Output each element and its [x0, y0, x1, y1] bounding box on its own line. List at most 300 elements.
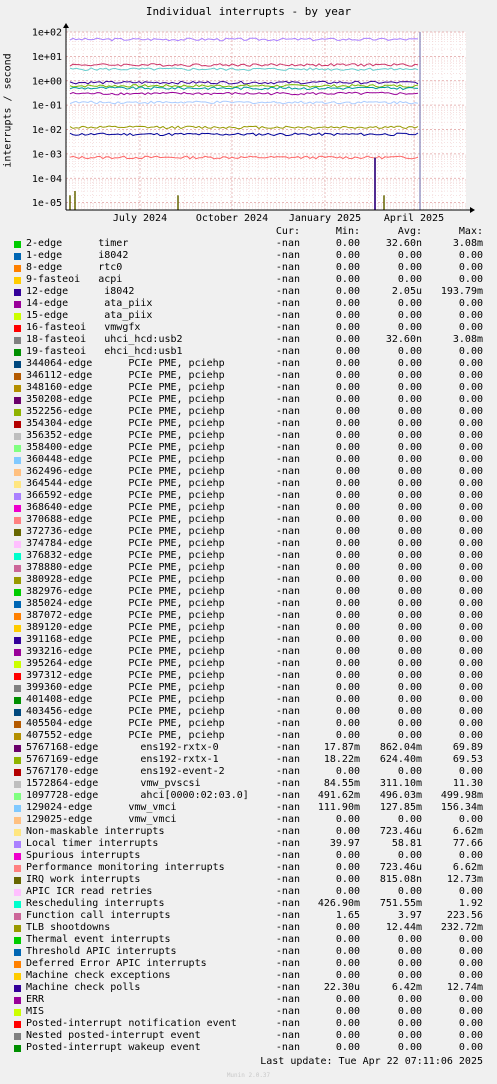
legend-max: 0.00 — [458, 310, 483, 321]
legend-avg: 32.60n — [385, 238, 422, 249]
legend-swatch — [14, 253, 21, 260]
legend-swatch — [14, 505, 21, 512]
legend-max: 0.00 — [458, 1030, 483, 1041]
legend-cur: -nan — [275, 766, 300, 777]
legend-label: Rescheduling interrupts — [26, 898, 165, 909]
legend-avg: 0.00 — [397, 430, 422, 441]
legend-label: 350208-edge PCIe PME, pciehp — [26, 394, 225, 405]
legend-avg: 723.46u — [379, 826, 422, 837]
legend-max: 3.08m — [452, 238, 483, 249]
legend-swatch — [14, 661, 21, 668]
legend-row — [0, 850, 497, 862]
legend-max: 0.00 — [458, 1006, 483, 1017]
legend-label: 1572864-edge vmw_pvscsi — [26, 778, 201, 789]
legend-row — [0, 346, 497, 358]
legend-swatch — [14, 385, 21, 392]
legend-row — [0, 430, 497, 442]
legend-max: 0.00 — [458, 850, 483, 861]
legend-swatch — [14, 1033, 21, 1040]
legend-swatch — [14, 745, 21, 752]
legend-avg: 127.85m — [379, 802, 422, 813]
legend-cur: -nan — [275, 466, 300, 477]
legend-min: 0.00 — [335, 310, 360, 321]
legend-row — [0, 706, 497, 718]
legend-min: 22.30u — [323, 982, 360, 993]
legend-row — [0, 1018, 497, 1030]
legend-max: 0.00 — [458, 886, 483, 897]
legend-label: TLB shootdowns — [26, 922, 111, 933]
legend-row — [0, 958, 497, 970]
legend-label: 376832-edge PCIe PME, pciehp — [26, 550, 225, 561]
legend-min: 0.00 — [335, 586, 360, 597]
legend-max: 0.00 — [458, 934, 483, 945]
legend-max: 0.00 — [458, 598, 483, 609]
legend-avg: 0.00 — [397, 814, 422, 825]
legend-row — [0, 946, 497, 958]
legend-min: 0.00 — [335, 766, 360, 777]
legend-cur: -nan — [275, 910, 300, 921]
legend-label: 129024-edge vmw_vmci — [26, 802, 177, 813]
legend-swatch — [14, 1021, 21, 1028]
legend-avg: 0.00 — [397, 478, 422, 489]
legend-label: Spurious interrupts — [26, 850, 141, 861]
legend-swatch — [14, 709, 21, 716]
legend-max: 6.62m — [452, 862, 483, 873]
legend-label: 14-edge ata_piix — [26, 298, 153, 309]
legend-swatch — [14, 409, 21, 416]
legend-min: 0.00 — [335, 1018, 360, 1029]
legend-row — [0, 886, 497, 898]
legend-cur: -nan — [275, 406, 300, 417]
legend-min: 39.97 — [329, 838, 360, 849]
legend-label: IRQ work interrupts — [26, 874, 141, 885]
y-tick-label: 1e-01 — [31, 100, 62, 112]
legend-min: 0.00 — [335, 946, 360, 957]
legend-avg: 0.00 — [397, 490, 422, 501]
legend-label: 2-edge timer — [26, 238, 129, 249]
legend-max: 0.00 — [458, 322, 483, 333]
legend-cur: -nan — [275, 658, 300, 669]
legend-row — [0, 802, 497, 814]
legend-min: 0.00 — [335, 526, 360, 537]
legend-max: 0.00 — [458, 358, 483, 369]
legend-label: 393216-edge PCIe PME, pciehp — [26, 646, 225, 657]
legend-cur: -nan — [275, 634, 300, 645]
legend-label: 360448-edge PCIe PME, pciehp — [26, 454, 225, 465]
legend-min: 0.00 — [335, 550, 360, 561]
y-tick-label: 1e-04 — [31, 173, 62, 185]
legend-min: 0.00 — [335, 730, 360, 741]
legend-swatch — [14, 793, 21, 800]
legend-max: 193.79m — [440, 286, 483, 297]
y-tick-label: 1e-02 — [31, 125, 62, 137]
legend-row — [0, 538, 497, 550]
legend-max: 0.00 — [458, 706, 483, 717]
legend-min: 0.00 — [335, 478, 360, 489]
legend-max: 0.00 — [458, 814, 483, 825]
header-min: Min: — [335, 226, 360, 237]
legend-avg: 751.55m — [379, 898, 422, 909]
legend-min: 0.00 — [335, 406, 360, 417]
legend-avg: 0.00 — [397, 562, 422, 573]
legend-avg: 0.00 — [397, 442, 422, 453]
legend-max: 0.00 — [458, 562, 483, 573]
legend-min: 0.00 — [335, 922, 360, 933]
legend-min: 0.00 — [335, 994, 360, 1005]
legend-row — [0, 1042, 497, 1054]
legend-label: Local timer interrupts — [26, 838, 159, 849]
legend-row — [0, 814, 497, 826]
legend-row — [0, 418, 497, 430]
legend-cur: -nan — [275, 778, 300, 789]
legend-swatch — [14, 769, 21, 776]
legend-max: 0.00 — [458, 250, 483, 261]
legend-min: 0.00 — [335, 622, 360, 633]
legend-row — [0, 490, 497, 502]
legend-max: 77.66 — [452, 838, 483, 849]
legend-max: 0.00 — [458, 262, 483, 273]
legend-label: MIS — [26, 1006, 45, 1017]
legend-avg: 0.00 — [397, 322, 422, 333]
legend-swatch — [14, 265, 21, 272]
legend-row — [0, 634, 497, 646]
legend-row — [0, 646, 497, 658]
legend-max: 0.00 — [458, 466, 483, 477]
legend-label: 5767169-edge ens192-rxtx-1 — [26, 754, 219, 765]
legend-row — [0, 442, 497, 454]
legend-label: 352256-edge PCIe PME, pciehp — [26, 406, 225, 417]
legend-min: 0.00 — [335, 850, 360, 861]
legend-label: 397312-edge PCIe PME, pciehp — [26, 670, 225, 681]
legend-min: 0.00 — [335, 562, 360, 573]
legend-row — [0, 610, 497, 622]
x-tick-label: July 2024 — [112, 213, 168, 224]
legend-swatch — [14, 973, 21, 980]
legend-min: 0.00 — [335, 958, 360, 969]
legend-row — [0, 382, 497, 394]
legend-swatch — [14, 685, 21, 692]
legend-avg: 0.00 — [397, 526, 422, 537]
legend-max: 0.00 — [458, 526, 483, 537]
legend-label: 1-edge i8042 — [26, 250, 129, 261]
legend-label: 15-edge ata_piix — [26, 310, 153, 321]
legend-avg: 862.04m — [379, 742, 422, 753]
legend-cur: -nan — [275, 382, 300, 393]
legend-max: 0.00 — [458, 514, 483, 525]
legend-label: 405504-edge PCIe PME, pciehp — [26, 718, 225, 729]
legend-row — [0, 262, 497, 274]
legend-avg: 624.40m — [379, 754, 422, 765]
legend-avg: 0.00 — [397, 946, 422, 957]
legend-swatch — [14, 901, 21, 908]
legend-swatch — [14, 373, 21, 380]
legend-min: 17.87m — [323, 742, 360, 753]
legend-swatch — [14, 697, 21, 704]
legend-swatch — [14, 241, 21, 248]
legend-min: 0.00 — [335, 874, 360, 885]
legend-min: 491.62m — [317, 790, 360, 801]
legend-min: 0.00 — [335, 442, 360, 453]
legend-max: 0.00 — [458, 574, 483, 585]
legend-max: 0.00 — [458, 490, 483, 501]
legend-row — [0, 1006, 497, 1018]
legend-max: 499.98m — [440, 790, 483, 801]
y-tick-label: 1e+01 — [31, 51, 62, 63]
legend-cur: -nan — [275, 646, 300, 657]
legend-swatch — [14, 445, 21, 452]
legend-max: 1.92 — [458, 898, 483, 909]
legend-swatch — [14, 529, 21, 536]
legend-avg: 0.00 — [397, 394, 422, 405]
legend-max: 0.00 — [458, 406, 483, 417]
legend-swatch — [14, 421, 21, 428]
munin-version: Munin 2.0.37 — [226, 1072, 271, 1079]
legend-swatch — [14, 853, 21, 860]
legend-min: 0.00 — [335, 970, 360, 981]
legend-max: 0.00 — [458, 766, 483, 777]
legend-max: 0.00 — [458, 454, 483, 465]
legend-label: Machine check exceptions — [26, 970, 171, 981]
legend-avg: 0.00 — [397, 274, 422, 285]
legend-cur: -nan — [275, 814, 300, 825]
legend-cur: -nan — [275, 1018, 300, 1029]
legend-min: 0.00 — [335, 370, 360, 381]
legend-min: 0.00 — [335, 1006, 360, 1017]
legend-max: 0.00 — [458, 958, 483, 969]
legend-cur: -nan — [275, 250, 300, 261]
legend-swatch — [14, 949, 21, 956]
legend-min: 0.00 — [335, 694, 360, 705]
legend-label: 346112-edge PCIe PME, pciehp — [26, 370, 225, 381]
legend-swatch — [14, 1045, 21, 1052]
y-axis-arrow — [63, 23, 69, 28]
legend-avg: 0.00 — [397, 1018, 422, 1029]
legend-avg: 0.00 — [397, 310, 422, 321]
legend-avg: 311.10m — [379, 778, 422, 789]
legend-max: 0.00 — [458, 658, 483, 669]
legend-cur: -nan — [275, 826, 300, 837]
legend-label: Nested posted-interrupt event — [26, 1030, 201, 1041]
legend-avg: 0.00 — [397, 1042, 422, 1053]
legend-swatch — [14, 481, 21, 488]
y-tick-label: 1e+02 — [31, 27, 62, 39]
legend-avg: 0.00 — [397, 970, 422, 981]
legend-avg: 0.00 — [397, 550, 422, 561]
legend-cur: -nan — [275, 478, 300, 489]
legend-avg: 0.00 — [397, 622, 422, 633]
legend-max: 0.00 — [458, 634, 483, 645]
legend-min: 0.00 — [335, 1030, 360, 1041]
legend-avg: 0.00 — [397, 358, 422, 369]
legend-label: 399360-edge PCIe PME, pciehp — [26, 682, 225, 693]
legend-label: Machine check polls — [26, 982, 141, 993]
legend-max: 0.00 — [458, 946, 483, 957]
legend-row — [0, 322, 497, 334]
legend-avg: 0.00 — [397, 958, 422, 969]
legend-row — [0, 670, 497, 682]
legend-max: 0.00 — [458, 610, 483, 621]
legend-swatch — [14, 1009, 21, 1016]
legend-avg: 0.00 — [397, 646, 422, 657]
legend-label: 356352-edge PCIe PME, pciehp — [26, 430, 225, 441]
legend-swatch — [14, 553, 21, 560]
legend-avg: 0.00 — [397, 994, 422, 1005]
legend-swatch — [14, 493, 21, 500]
legend-avg: 0.00 — [397, 1006, 422, 1017]
legend-max: 0.00 — [458, 394, 483, 405]
legend-cur: -nan — [275, 430, 300, 441]
legend-row — [0, 550, 497, 562]
legend-label: 391168-edge PCIe PME, pciehp — [26, 634, 225, 645]
legend-max: 0.00 — [458, 370, 483, 381]
legend-cur: -nan — [275, 322, 300, 333]
legend-cur: -nan — [275, 754, 300, 765]
legend-min: 18.22m — [323, 754, 360, 765]
legend-min: 0.00 — [335, 466, 360, 477]
x-axis-arrow — [470, 207, 475, 213]
legend-row — [0, 298, 497, 310]
legend-row — [0, 718, 497, 730]
legend-min: 0.00 — [335, 646, 360, 657]
legend-swatch — [14, 985, 21, 992]
legend-swatch — [14, 361, 21, 368]
header-cur: Cur: — [275, 226, 300, 237]
legend-label: 1097728-edge ahci[0000:02:03.0] — [26, 790, 249, 801]
legend-swatch — [14, 649, 21, 656]
legend-min: 0.00 — [335, 634, 360, 645]
legend-row — [0, 370, 497, 382]
legend-max: 223.56 — [446, 910, 483, 921]
legend-min: 0.00 — [335, 862, 360, 873]
legend-row — [0, 898, 497, 910]
legend-cur: -nan — [275, 682, 300, 693]
legend-min: 0.00 — [335, 538, 360, 549]
legend-cur: -nan — [275, 310, 300, 321]
legend-avg: 0.00 — [397, 934, 422, 945]
legend-label: 362496-edge PCIe PME, pciehp — [26, 466, 225, 477]
legend-swatch — [14, 457, 21, 464]
x-tick-label: January 2025 — [288, 213, 362, 224]
legend-cur: -nan — [275, 334, 300, 345]
legend-swatch — [14, 397, 21, 404]
legend-avg: 0.00 — [397, 658, 422, 669]
legend-label: 389120-edge PCIe PME, pciehp — [26, 622, 225, 633]
legend-avg: 6.42m — [391, 982, 422, 993]
legend-max: 0.00 — [458, 1018, 483, 1029]
legend-label: Performance monitoring interrupts — [26, 862, 225, 873]
legend-swatch — [14, 625, 21, 632]
legend-swatch — [14, 577, 21, 584]
legend-cur: -nan — [275, 850, 300, 861]
legend-label: Posted-interrupt notification event — [26, 1018, 237, 1029]
legend-label: 358400-edge PCIe PME, pciehp — [26, 442, 225, 453]
legend-cur: -nan — [275, 550, 300, 561]
legend-cur: -nan — [275, 922, 300, 933]
legend-swatch — [14, 721, 21, 728]
legend-cur: -nan — [275, 490, 300, 501]
legend-min: 0.00 — [335, 598, 360, 609]
legend-max: 0.00 — [458, 622, 483, 633]
legend-cur: -nan — [275, 238, 300, 249]
legend-avg: 0.00 — [397, 766, 422, 777]
legend-min: 0.00 — [335, 334, 360, 345]
legend-min: 0.00 — [335, 514, 360, 525]
x-tick-label: October 2024 — [195, 213, 269, 224]
legend-max: 0.00 — [458, 538, 483, 549]
y-tick-label: 1e-05 — [31, 198, 62, 210]
legend-max: 232.72m — [440, 922, 483, 933]
legend-avg: 0.00 — [397, 418, 422, 429]
legend-swatch — [14, 637, 21, 644]
legend-cur: -nan — [275, 874, 300, 885]
legend-row — [0, 358, 497, 370]
legend-label: 370688-edge PCIe PME, pciehp — [26, 514, 225, 525]
legend-cur: -nan — [275, 742, 300, 753]
legend-label: APIC ICR read retries — [26, 886, 153, 897]
legend-avg: 0.00 — [397, 610, 422, 621]
legend-swatch — [14, 517, 21, 524]
legend-row — [0, 238, 497, 250]
legend-max: 12.73m — [446, 874, 483, 885]
legend-min: 0.00 — [335, 430, 360, 441]
legend-row — [0, 790, 497, 802]
legend-max: 3.08m — [452, 334, 483, 345]
legend-cur: -nan — [275, 730, 300, 741]
legend-min: 0.00 — [335, 418, 360, 429]
legend-avg: 3.97 — [397, 910, 422, 921]
legend-avg: 0.00 — [397, 886, 422, 897]
legend-cur: -nan — [275, 694, 300, 705]
legend-swatch — [14, 613, 21, 620]
legend-max: 0.00 — [458, 550, 483, 561]
legend-avg: 0.00 — [397, 598, 422, 609]
legend-label: Threshold APIC interrupts — [26, 946, 177, 957]
legend-row — [0, 730, 497, 742]
legend-avg: 0.00 — [397, 850, 422, 861]
legend-avg: 0.00 — [397, 574, 422, 585]
legend-row — [0, 1030, 497, 1042]
legend-cur: -nan — [275, 706, 300, 717]
legend-cur: -nan — [275, 514, 300, 525]
legend-cur: -nan — [275, 538, 300, 549]
legend-swatch — [14, 733, 21, 740]
legend-min: 0.00 — [335, 658, 360, 669]
legend-max: 0.00 — [458, 694, 483, 705]
legend-row — [0, 274, 497, 286]
legend-label: 382976-edge PCIe PME, pciehp — [26, 586, 225, 597]
legend-min: 0.00 — [335, 454, 360, 465]
legend-row — [0, 970, 497, 982]
legend-avg: 0.00 — [397, 694, 422, 705]
legend-max: 69.53 — [452, 754, 483, 765]
legend-row — [0, 862, 497, 874]
legend-min: 0.00 — [335, 934, 360, 945]
legend-avg: 32.60n — [385, 334, 422, 345]
legend-min: 0.00 — [335, 718, 360, 729]
legend-swatch — [14, 301, 21, 308]
legend-swatch — [14, 469, 21, 476]
legend-cur: -nan — [275, 934, 300, 945]
legend-min: 0.00 — [335, 262, 360, 273]
legend-max: 0.00 — [458, 418, 483, 429]
legend-max: 0.00 — [458, 346, 483, 357]
legend-max: 0.00 — [458, 274, 483, 285]
legend-row — [0, 310, 497, 322]
legend-label: 366592-edge PCIe PME, pciehp — [26, 490, 225, 501]
legend-cur: -nan — [275, 394, 300, 405]
legend-avg: 0.00 — [397, 406, 422, 417]
legend-cur: -nan — [275, 586, 300, 597]
